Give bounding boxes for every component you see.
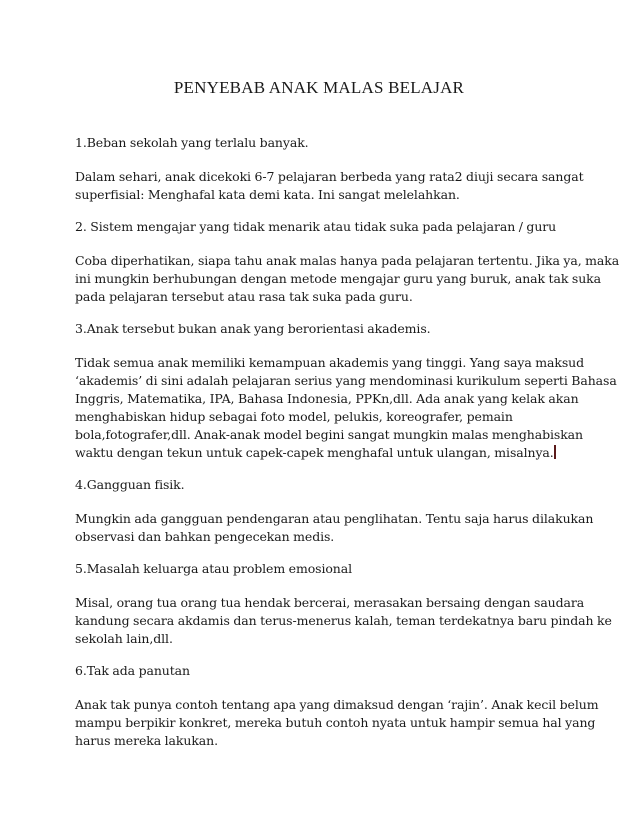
section-heading: 2. Sistem mengajar yang tidak menarik atau tidak suka pada pelajaran / guru xyxy=(75,219,557,234)
paragraph-line: Anak tak punya contoh tentang apa yang dimaksud dengan ‘rajin’. Anak kecil belum xyxy=(75,697,599,712)
paragraph-line: Dalam sehari, anak dicekoki 6-7 pelajaran berbeda yang rata2 diuji secara sangat xyxy=(75,169,584,184)
paragraph-line-with-cursor xyxy=(75,444,565,462)
paragraph-line: ‘akademis’ di sini adalah pelajaran serius yang mendominasi kurikulum seperti Bahasa xyxy=(75,373,617,388)
text-cursor xyxy=(554,445,556,459)
section-heading: 5.Masalah keluarga atau problem emosional xyxy=(75,561,352,576)
section-paragraph xyxy=(75,696,599,750)
section-heading: 4.Gangguan fisik. xyxy=(75,477,185,492)
paragraph-line: Inggris, Matematika, IPA, Bahasa Indonesia, PPKn,dll. Ada anak yang kelak akan xyxy=(75,391,579,406)
paragraph-line: menghabiskan hidup sebagai foto model, pelukis, koreografer, pemain xyxy=(75,409,513,424)
paragraph-line: Mungkin ada gangguan pendengaran atau penglihatan. Tentu saja harus dilakukan xyxy=(75,511,594,526)
section-heading: 6.Tak ada panutan xyxy=(75,663,190,678)
paragraph-line-text: waktu dengan tekun untuk capek-capek menghafal untuk ulangan, misalnya. xyxy=(75,445,554,460)
section-paragraph xyxy=(75,594,612,648)
paragraph-line: pada pelajaran tersebut atau rasa tak suka pada guru. xyxy=(75,289,413,304)
paragraph-line: Tidak semua anak memiliki kemampuan akademis yang tinggi. Yang saya maksud xyxy=(75,355,585,370)
section-paragraph xyxy=(75,252,620,306)
section-paragraph xyxy=(75,354,617,462)
paragraph-line: superfisial: Menghafal kata demi kata. Ini sangat melelahkan. xyxy=(75,187,460,202)
section-heading: 1.Beban sekolah yang terlalu banyak. xyxy=(75,135,309,150)
paragraph-line: mampu berpikir konkret, mereka butuh contoh nyata untuk hampir semua hal yang xyxy=(75,715,596,730)
paragraph-line: observasi dan bahkan pengecekan medis. xyxy=(75,529,335,544)
paragraph-line: Coba diperhatikan, siapa tahu anak malas hanya pada pelajaran tertentu. Jika ya, maka xyxy=(75,253,620,268)
paragraph-line: harus mereka lakukan. xyxy=(75,733,218,748)
section-paragraph xyxy=(75,168,584,204)
document-title: PENYEBAB ANAK MALAS BELAJAR xyxy=(173,78,465,97)
section-paragraph xyxy=(75,510,594,546)
paragraph-line: ini mungkin berhubungan dengan metode mengajar guru yang buruk, anak tak suka xyxy=(75,271,601,286)
paragraph-line: sekolah lain,dll. xyxy=(75,631,173,646)
section-heading: 3.Anak tersebut bukan anak yang berorientasi akademis. xyxy=(75,321,431,336)
paragraph-line: kandung secara akdamis dan terus-menerus kalah, teman terdekatnya baru pindah ke xyxy=(75,613,612,628)
document-body xyxy=(75,134,620,764)
paragraph-line: Misal, orang tua orang tua hendak bercerai, merasakan bersaing dengan saudara xyxy=(75,595,585,610)
paragraph-line: bola,fotografer,dll. Anak-anak model begini sangat mungkin malas menghabiskan xyxy=(75,427,583,442)
